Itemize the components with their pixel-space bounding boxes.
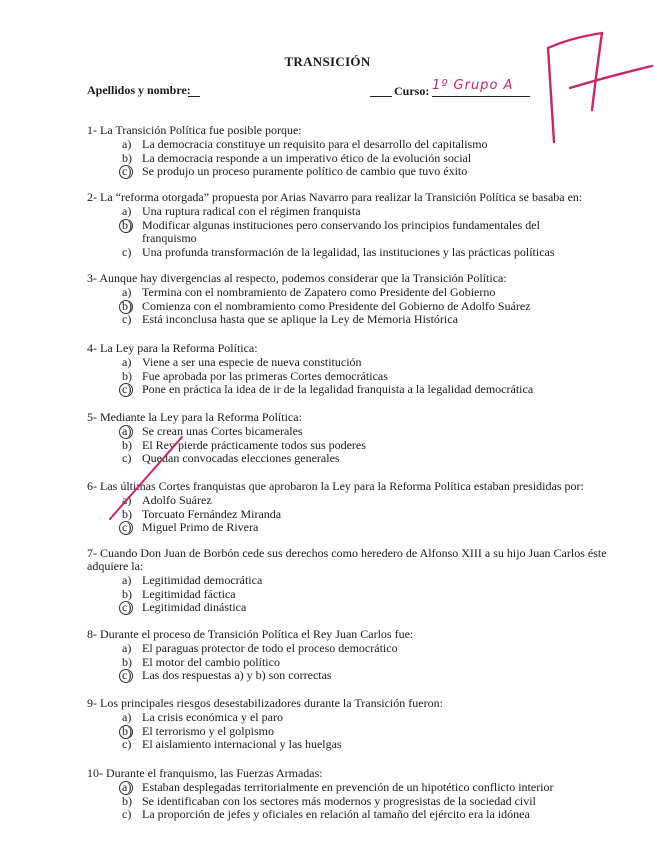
question-text: 9- Los principales riesgos desestabilizadores durante la Transición fueron: xyxy=(87,696,443,710)
option-text: Termina con el nombramiento de Zapatero como Presidente del Gobierno xyxy=(142,285,496,299)
option-text: La proporción de jefes y oficiales en relación al tamaño del ejército era la idónea xyxy=(142,807,530,821)
option-letter: a) xyxy=(122,641,132,655)
option-letter: b) xyxy=(122,506,132,521)
question-text: 1- La Transición Política fue posible porque: xyxy=(87,123,302,137)
option-3-b xyxy=(87,300,607,314)
option-text: Legitimidad dinástica xyxy=(142,600,247,614)
circled-option-letter: c) xyxy=(122,601,136,615)
option-text: Una ruptura radical con el régimen franquista xyxy=(142,204,361,218)
option-text: Fue aprobada por las primeras Cortes democráticas xyxy=(142,368,388,383)
question-2 xyxy=(87,191,607,259)
option-7-b xyxy=(87,588,607,602)
option-10-b xyxy=(87,795,607,809)
option-2-c xyxy=(87,246,607,260)
option-letter: c) xyxy=(122,451,132,465)
option-2-a xyxy=(87,205,607,219)
question-text: 8- Durante el proceso de Transición Política el Rey Juan Carlos fue: xyxy=(87,627,414,641)
circled-option-letter: a) xyxy=(122,425,136,439)
option-1-a xyxy=(87,138,607,152)
question-1 xyxy=(87,124,607,179)
option-1-c xyxy=(87,165,607,179)
option-text: Legitimidad fáctica xyxy=(142,586,236,601)
option-9-a xyxy=(87,711,607,725)
option-letter: a) xyxy=(122,137,132,151)
name-label: Apellidos y nombre: xyxy=(87,83,191,97)
option-text: Torcuato Fernández Miranda xyxy=(142,506,282,521)
option-text: Se produjo un proceso puramente político de cambio que tuvo éxito xyxy=(142,164,468,178)
options-list xyxy=(87,205,607,259)
option-letter: a) xyxy=(122,285,132,299)
option-text: El motor del cambio político xyxy=(142,654,280,669)
question-4 xyxy=(87,342,607,397)
course-label: Curso: xyxy=(394,84,430,98)
options-list xyxy=(87,356,607,397)
page-title: TRANSICIÓN xyxy=(284,54,371,69)
option-letter: a) xyxy=(122,573,132,587)
option-letter: a) xyxy=(122,355,132,369)
question-text: 10- Durante el franquismo, las Fuerzas Armadas: xyxy=(87,766,323,780)
name-field-line xyxy=(188,96,200,97)
option-9-b xyxy=(87,725,607,739)
option-8-b xyxy=(87,656,607,670)
question-text: 2- La “reforma otorgada” propuesta por Arias Navarro para realizar la Transición Política se basaba en: xyxy=(87,190,583,204)
option-letter: b) xyxy=(122,793,132,808)
option-7-a xyxy=(87,574,607,588)
option-text: Una profunda transformación de la legalidad, las instituciones y las prácticas políticas xyxy=(142,244,555,259)
option-text: Modificar algunas instituciones pero conservando los principios fundamentales del franquismo xyxy=(142,217,540,245)
option-text: Se crean unas Cortes bicamerales xyxy=(142,424,303,438)
circled-option-letter: b) xyxy=(122,725,136,739)
option-text: Viene a ser una especie de nueva constitución xyxy=(142,355,362,369)
question-9 xyxy=(87,697,607,752)
circled-option-letter: c) xyxy=(122,383,136,397)
option-6-c xyxy=(87,521,607,535)
option-letter: a) xyxy=(122,493,132,507)
circled-option-letter: b) xyxy=(122,219,136,233)
option-text: Está inconclusa hasta que se aplique la Ley de Memoria Histórica xyxy=(142,312,458,326)
option-4-c xyxy=(87,383,607,397)
option-letter: b) xyxy=(122,437,132,452)
option-8-a xyxy=(87,642,607,656)
question-text: 5- Mediante la Ley para la Reforma Política: xyxy=(87,410,302,424)
handwritten-slash-mark xyxy=(106,433,186,523)
course-value: 1º Grupo A xyxy=(432,78,530,97)
question-8 xyxy=(87,628,607,683)
option-10-c xyxy=(87,808,607,822)
course-prefix-line xyxy=(370,96,392,97)
question-text: 4- La Ley para la Reforma Política: xyxy=(87,341,258,355)
option-text: Miguel Primo de Rivera xyxy=(142,520,259,534)
option-letter: a) xyxy=(122,710,132,724)
option-letter: c) xyxy=(122,737,132,751)
option-1-b xyxy=(87,152,607,166)
option-3-a xyxy=(87,286,607,300)
option-letter: c) xyxy=(122,312,132,326)
option-text: La democracia constituye un requisito para el desarrollo del capitalismo xyxy=(142,137,488,151)
option-text: Legitimidad democrática xyxy=(142,573,263,587)
option-text: La crisis económica y el paro xyxy=(142,710,283,724)
option-text: El aislamiento internacional y las huelgas xyxy=(142,737,342,751)
question-text: 6- Las últimas Cortes franquistas que aprobaron la Ley para la Reforma Política estaban presididas por: xyxy=(87,479,584,493)
options-list xyxy=(87,574,607,615)
option-text: Se identificaban con los sectores más modernos y progresistas de la sociedad civil xyxy=(142,793,536,808)
option-10-a xyxy=(87,781,607,795)
option-letter: b) xyxy=(122,586,132,601)
option-letter: b) xyxy=(122,150,132,165)
question-text: 3- Aunque hay divergencias al respecto, podemos considerar que la Transición Política: xyxy=(87,271,507,285)
circled-option-letter: b) xyxy=(122,300,136,314)
option-text: Las dos respuestas a) y b) son correctas xyxy=(142,668,332,682)
option-text: El paraguas protector de todo el proceso democrático xyxy=(142,641,398,655)
option-letter: a) xyxy=(122,204,132,218)
options-list xyxy=(87,781,607,822)
option-text: La democracia responde a un imperativo ético de la evolución social xyxy=(142,150,472,165)
options-list xyxy=(87,642,607,683)
option-4-a xyxy=(87,356,607,370)
options-list xyxy=(87,138,607,179)
option-3-c xyxy=(87,313,607,327)
circled-option-letter: c) xyxy=(122,669,136,683)
options-list xyxy=(87,711,607,752)
option-9-c xyxy=(87,738,607,752)
option-text: Adolfo Suárez xyxy=(142,493,212,507)
circled-option-letter: c) xyxy=(122,521,136,535)
question-3 xyxy=(87,272,607,327)
option-text: El Rey pierde prácticamente todos sus poderes xyxy=(142,437,366,452)
option-letter: b) xyxy=(122,368,132,383)
option-7-c xyxy=(87,601,607,615)
question-10 xyxy=(87,767,607,822)
option-text: Estaban desplegadas territorialmente en prevención de un hipotético conflicto interior xyxy=(142,780,554,794)
question-text: 7- Cuando Don Juan de Borbón cede sus derechos como heredero de Alfonso XIII a su hijo Juan Carlos éste adquiere la: xyxy=(87,546,607,573)
option-4-b xyxy=(87,370,607,384)
option-text: Comienza con el nombramiento como Presidente del Gobierno de Adolfo Suárez xyxy=(142,298,531,313)
option-letter: b) xyxy=(122,654,132,669)
option-text: Pone en práctica la idea de ir de la legalidad franquista a la legalidad democrática xyxy=(142,382,534,396)
options-list xyxy=(87,286,607,327)
question-7 xyxy=(87,547,607,615)
option-text: El terrorismo y el golpismo xyxy=(142,723,274,738)
option-2-b xyxy=(87,219,584,246)
circled-option-letter: a) xyxy=(122,781,136,795)
option-8-c xyxy=(87,669,607,683)
option-text: Quedan convocadas elecciones generales xyxy=(142,451,340,465)
circled-option-letter: c) xyxy=(122,165,136,179)
option-letter: c) xyxy=(122,244,132,259)
option-letter: c) xyxy=(122,807,132,821)
